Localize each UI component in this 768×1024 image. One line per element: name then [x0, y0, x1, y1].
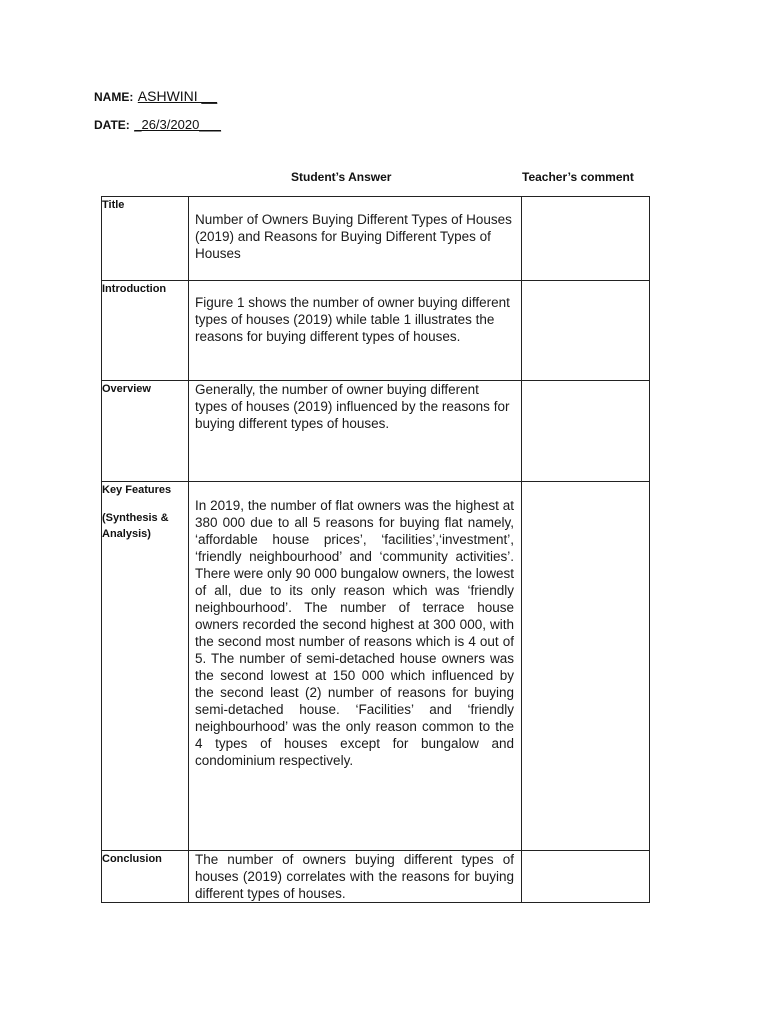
- table-row-overview: [102, 381, 650, 482]
- name-label: NAME:: [94, 90, 134, 104]
- key-features-comment-cell[interactable]: [522, 482, 650, 851]
- teacher-comment-heading: Teacher’s comment: [522, 170, 634, 184]
- table-row-key-features: [102, 482, 650, 851]
- introduction-comment-cell[interactable]: [522, 281, 650, 381]
- row-label: Overview: [102, 381, 189, 482]
- table-row-conclusion: [102, 851, 650, 903]
- conclusion-answer: The number of owners buying different types of houses (2019) correlates with the reasons for buying different types of houses.: [195, 852, 514, 901]
- conclusion-comment-cell[interactable]: [522, 851, 650, 903]
- introduction-answer: Figure 1 shows the number of owner buying different types of houses (2019) while table 1 illustrates the reasons for buying different types of houses.: [195, 295, 510, 344]
- title-answer: Number of Owners Buying Different Types of Houses (2019) and Reasons for Buying Different Types of Houses: [195, 212, 512, 261]
- row-label: Introduction: [102, 281, 189, 381]
- overview-answer: Generally, the number of owner buying different types of houses (2019) influenced by the reasons for buying different types of houses.: [195, 382, 510, 431]
- date-line: [94, 116, 221, 134]
- date-value: _26/3/2020___: [134, 117, 221, 132]
- date-label: DATE:: [94, 118, 130, 132]
- name-value: ASHWINI __: [137, 88, 218, 104]
- student-answer-heading: Student’s Answer: [291, 170, 392, 184]
- overview-comment-cell[interactable]: [522, 381, 650, 482]
- title-comment-cell[interactable]: [522, 197, 650, 281]
- table-row-title: [102, 197, 650, 281]
- table-row-introduction: [102, 281, 650, 381]
- row-label: Conclusion: [102, 851, 189, 903]
- row-sublabel: (Synthesis & Analysis): [102, 512, 169, 540]
- name-line: [94, 88, 217, 106]
- answer-table: [101, 196, 650, 903]
- row-label: Key Features: [102, 484, 172, 496]
- key-features-answer: In 2019, the number of flat owners was the highest at 380 000 due to all 5 reasons for buying flat namely, ‘affordable house prices’, ‘facilities’,‘investment’, ‘friendly neighbourhood’ and ‘community activities’. There were only 90 000 bungalow owners, the lowest of all, due to its only reason which was ‘friendly neighbourhood’. The number of terrace house owners recorded the second highest at 300 000, with the second most number of reasons which is 4 out of 5. The number of semi-detached house owners was the second lowest at 150 000 which influenced by the second least (2) number of reasons for buying semi-detached house. ‘Facilities’ and ‘friendly neighbourhood’ was the only reason common to the 4 types of houses except for bungalow and condominium respectively.: [195, 498, 514, 768]
- row-label: Title: [102, 197, 189, 281]
